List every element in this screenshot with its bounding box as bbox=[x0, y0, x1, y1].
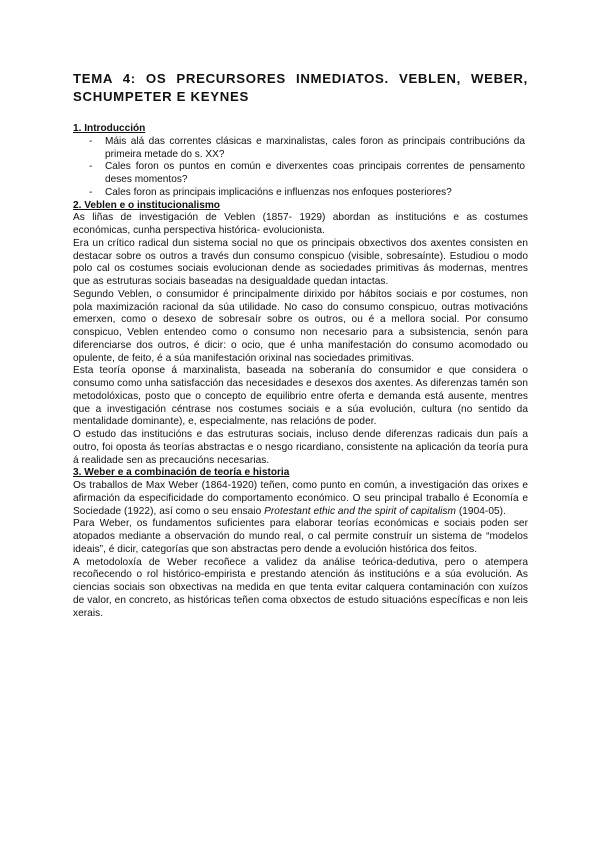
dash-bullet: - bbox=[89, 161, 93, 173]
question-list bbox=[73, 136, 528, 200]
list-item-text: Cales foron os puntos en común e diverxentes coas principais correntes de pensamento deses momentos? bbox=[105, 161, 525, 186]
section-heading-weber: 3. Weber e a combinación de teoría e historia bbox=[73, 467, 290, 479]
paragraph: A metodoloxía de Weber recoñece a validez da análise teórica-dedutiva, pero o atempera recoñecendo o rol histórico-empirista e prestando atención ás institucións e a súa evolución. As ciencias sociais son obxectivas na medida en que tenta evitar calquera contaminación con xuízos de valor, en concreto, as históricas teñen coma obxectos de estudo situacións específicas e non leis xerais. bbox=[73, 556, 528, 619]
list-item bbox=[73, 187, 528, 200]
paragraph: Segundo Veblen, o consumidor é principalmente dirixido por hábitos sociais e por costumes, non pola maximización racional da súa utilidade. No caso do consumo conspicuo, outras motivacións emerxen, como o desexo de sobresaír sobre os outros, ou é a mellora social. Por consumo conspicuo, Veblen entendeo como o consumo non necesario para a subsistencia, senón para diferenciarse dos outros, é dicir: o ocio, que é unha manifestación do consumo acomodado ou opulente, de feito, é a súa manifestación orixinal nas sociedades primitivas. bbox=[73, 288, 528, 364]
list-item-text: Máis alá das correntes clásicas e marxinalistas, cales foron as principais contribucións da primeira metade do s. XX? bbox=[105, 135, 525, 160]
document-page bbox=[73, 70, 528, 620]
paragraph bbox=[73, 480, 528, 518]
dash-bullet: - bbox=[89, 186, 93, 198]
essay-title: Protestant ethic and the spirit of capitalism bbox=[264, 505, 456, 517]
paragraph: Para Weber, os fundamentos suficientes para elaborar teorías económicas e sociais poden ser atopados mediante a observación do mundo real, o cal permite construír un sistema de “modelos ideais”, é dicir, categorías que son abstractas pero dende a evolución histórica dos feitos. bbox=[73, 518, 528, 555]
list-item-text: Cales foron as principais implicacións e influenzas nos enfoques posteriores? bbox=[105, 186, 452, 198]
paragraph-text: Os traballos de Max Weber (1864-1920) teñen, como punto en común, a investigación das orixes e afirmación da especificidade do comportamento económico. O seu principal traballo é Economía e Sociedade (1922), así como o seu ensaio bbox=[73, 480, 528, 517]
dash-bullet: - bbox=[89, 135, 93, 147]
list-item bbox=[73, 136, 528, 162]
paragraph: Era un crítico radical dun sistema social no que os principais obxectivos dos axentes consisten en destacar sobre os outros a través dun consumo conspicuo (visible, sobresaínte). Estudiou o modo polo cal os costumes sociais evolucionan dende as sociedades primitivas ás modernas, mentres que as estruturas sociais baseadas na desigualdade quedan intactas. bbox=[73, 237, 528, 288]
list-item bbox=[73, 161, 528, 187]
paragraph: O estudo das institucións e das estruturas sociais, incluso dende diferenzas radicais dun país a outro, foi oposta ás teorías abstractas e o nesgo ricardiano, consistente na aplicación da teoría pura á realidade sen as precaucións necesarias. bbox=[73, 429, 528, 466]
document-title: TEMA 4: OS PRECURSORES INMEDIATOS. VEBLEN, WEBER, SCHUMPETER E KEYNES bbox=[73, 71, 528, 104]
section-heading-introduccion: 1. Introducción bbox=[73, 123, 146, 134]
paragraph: Esta teoría oponse á marxinalista, baseada na soberanía do consumidor e que considera o consumo como unha satisfacción das necesidades e desexos dos axentes. As diferenzas tamén son metodolóxicas, posto que o concepto de equilibrio entre oferta e demanda está ausente, mentres que a investigación céntrase nos costumes sociais e a súa evolución, cultura (no sentido da mentalidade dominante), e, especialmente, nas relacións de poder. bbox=[73, 365, 528, 428]
paragraph-text: (1904-05). bbox=[456, 505, 506, 517]
section-heading-veblen: 2. Veblen e o institucionalismo bbox=[73, 199, 220, 211]
paragraph: As liñas de investigación de Veblen (1857- 1929) abordan as institucións e as costumes económicas, cunha perspectiva histórica- evolucionista. bbox=[73, 212, 528, 237]
